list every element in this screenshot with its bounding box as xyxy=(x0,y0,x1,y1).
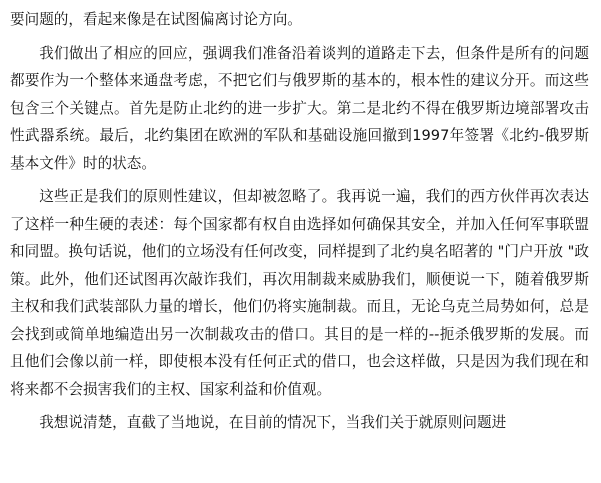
paragraph-2: 我们做出了相应的回应，强调我们准备沿着谈判的道路走下去，但条件是所有的问题都要作为一个整体来通盘考虑，不把它们与俄罗斯的基本的，根本性的建议分开。而这些包含三个关键点。首先是防止北约的进一步扩大。第二是北约不得在俄罗斯边境部署攻击性武器系统。最后，北约集团在欧洲的军队和基础设施回撤到1997年签署《北约-俄罗斯基本文件》时的状态。 xyxy=(10,44,589,172)
paragraph-3: 这些正是我们的原则性建议，但却被忽略了。我再说一遍，我们的西方伙伴再次表达了这样一种生硬的表述：每个国家都有权自由选择如何确保其安全，并加入任何军事联盟和同盟。换句话说，他们的立场没有任何改变，同样提到了北约臭名昭著的 "门户开放 "政策。此外，他们还试图再次敲诈我们，再次用制裁来威胁我们，顺便说一下，随着俄罗斯主权和我们武装部队力量的增长，他们仍将实施制裁。而且，无论乌克兰局势如何，总是会找到或简单地编造出另一次制裁攻击的借口。其目的是一样的--扼杀俄罗斯的发展。而且他们会像以前一样，即使根本没有任何正式的借口，也会这样做，只是因为我们现在和将来都不会损害我们的主权、国家利益和价值观。 xyxy=(10,188,589,398)
paragraph-1: 要问题的，看起来像是在试图偏离讨论方向。 xyxy=(10,11,302,28)
paragraph-4: 我想说清楚，直截了当地说，在目前的情况下，当我们关于就原则问题进 xyxy=(39,414,507,431)
